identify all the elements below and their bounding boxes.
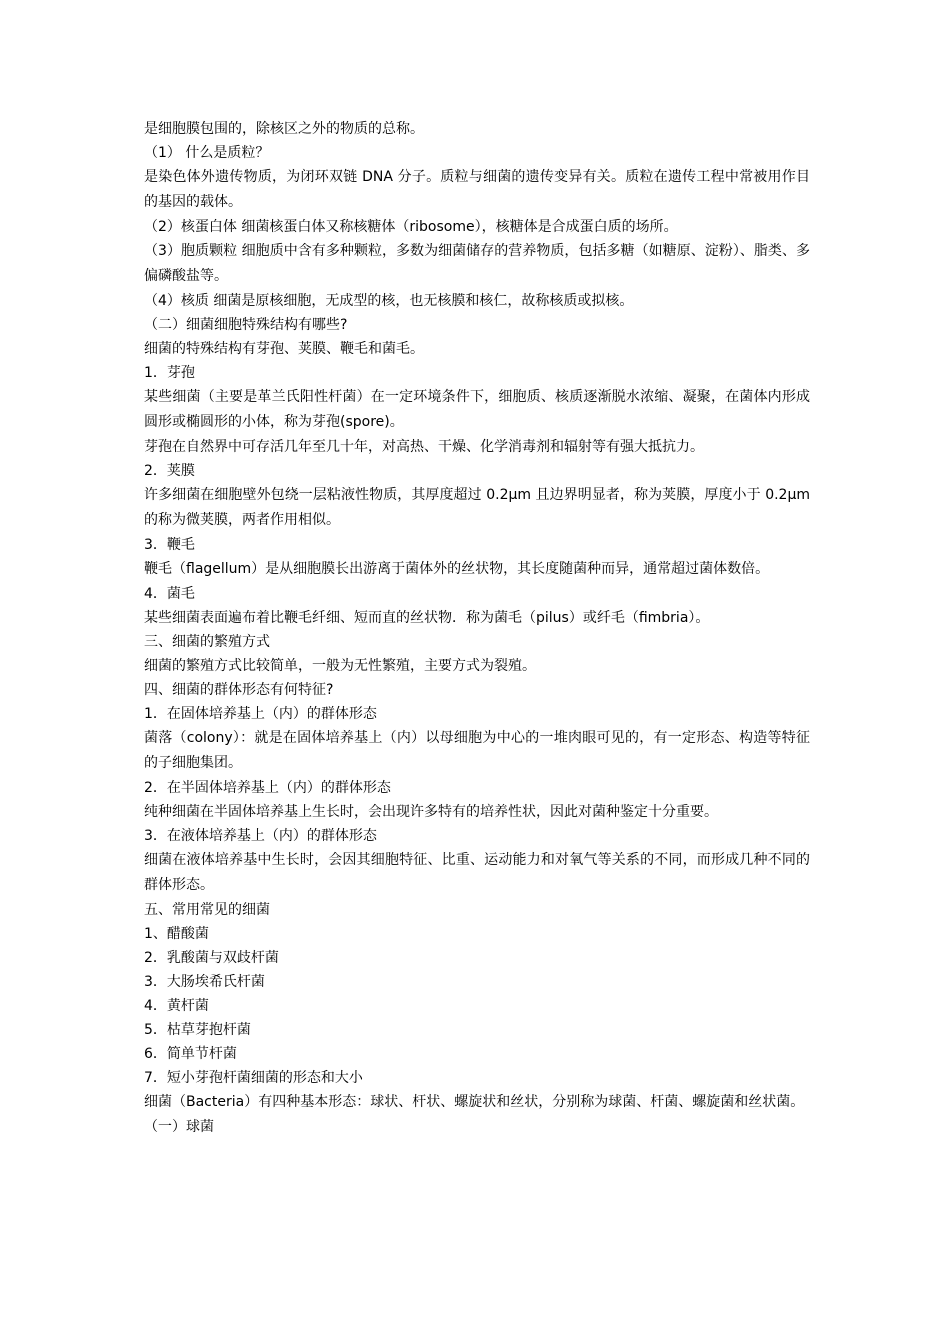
question-heading: （1） 什么是质粒？ (144, 145, 270, 161)
section-heading: （一）球菌 (144, 1119, 214, 1135)
paragraph: 细菌（Bacteria）有四种基本形态：球状、杆状、螺旋状和丝状，分别称为球菌、杆菌、螺旋菌和丝状菌。 (144, 1094, 805, 1110)
subsection-heading: 4．菌毛 (144, 586, 195, 602)
subsection-heading: 3．鞭毛 (144, 537, 195, 553)
subsection-heading: 2．荚膜 (144, 463, 195, 479)
paragraph: 纯种细菌在半固体培养基上生长时，会出现许多特有的培养性状，因此对菌种鉴定十分重要。 (144, 804, 718, 820)
subsection-heading: 2．在半固体培养基上（内）的群体形态 (144, 780, 391, 796)
paragraph: 细菌的繁殖方式比较简单，一般为无性繁殖，主要方式为裂殖。 (144, 658, 536, 674)
paragraph: 鞭毛（flagellum）是从细胞膜长出游离于菌体外的丝状物，其长度随菌种而异，通常超过菌体数倍。 (144, 561, 770, 577)
list-item: 1、醋酸菌 (144, 926, 209, 942)
paragraph: 是细胞膜包围的，除核区之外的物质的总称。 (144, 121, 424, 137)
paragraph: 细菌的特殊结构有芽孢、荚膜、鞭毛和菌毛。 (144, 341, 424, 357)
list-item: 2．乳酸菌与双歧杆菌 (144, 950, 279, 966)
subsection-heading: 3．在液体培养基上（内）的群体形态 (144, 828, 377, 844)
subsection-heading: 1．芽孢 (144, 365, 195, 381)
list-item: 5．枯草芽抱杆菌 (144, 1022, 251, 1038)
paragraph: 是染色体外遗传物质，为闭环双链 DNA 分子。质粒与细菌的遗传变异有关。质粒在遗传工程中常被用作目的基因的载体。 (144, 169, 810, 210)
document-body (144, 117, 810, 1139)
section-heading: （二）细菌细胞特殊结构有哪些? (144, 317, 348, 333)
paragraph: 某些细菌表面遍布着比鞭毛纤细、短而直的丝状物．称为菌毛（pilus）或纤毛（fimbria）。 (144, 610, 710, 626)
list-item: 3．大肠埃希氏杆菌 (144, 974, 265, 990)
paragraph: 细菌在液体培养基中生长时，会因其细胞特征、比重、运动能力和对氧气等关系的不同，而形成几种不同的群体形态。 (144, 852, 810, 893)
paragraph: 菌落（colony）：就是在固体培养基上（内）以母细胞为中心的一堆肉眼可见的，有一定形态、构造等特征的子细胞集团。 (144, 730, 810, 771)
paragraph: （4）核质 细菌是原核细胞，无成型的核，也无核膜和核仁，故称核质或拟核。 (144, 293, 634, 309)
section-heading: 四、细菌的群体形态有何特征? (144, 682, 334, 698)
list-item: 7．短小芽孢杆菌细菌的形态和大小 (144, 1070, 363, 1086)
paragraph: 某些细菌（主要是革兰氏阳性杆菌）在一定环境条件下，细胞质、核质逐渐脱水浓缩、凝聚，在菌体内形成圆形或椭圆形的小体，称为芽孢(spore)。 (144, 389, 810, 430)
section-heading: 五、常用常见的细菌 (144, 902, 270, 918)
paragraph: （2）核蛋白体 细菌核蛋白体又称核糖体（ribosome），核糖体是合成蛋白质的场所。 (144, 219, 678, 235)
paragraph: 许多细菌在细胞壁外包绕一层粘液性物质，其厚度超过 0.2μm 且边界明显者，称为荚膜，厚度小于 0.2μm 的称为微荚膜，两者作用相似。 (144, 487, 810, 528)
paragraph: （3）胞质颗粒 细胞质中含有多种颗粒，多数为细菌储存的营养物质，包括多糖（如糖原、淀粉）、脂类、多偏磷酸盐等。 (144, 243, 810, 284)
subsection-heading: 1．在固体培养基上（内）的群体形态 (144, 706, 377, 722)
list-item: 6．简单节杆菌 (144, 1046, 237, 1062)
paragraph: 芽孢在自然界中可存活几年至几十年，对高热、干燥、化学消毒剂和辐射等有强大抵抗力。 (144, 439, 704, 455)
section-heading: 三、细菌的繁殖方式 (144, 634, 270, 650)
list-item: 4．黄杆菌 (144, 998, 209, 1014)
